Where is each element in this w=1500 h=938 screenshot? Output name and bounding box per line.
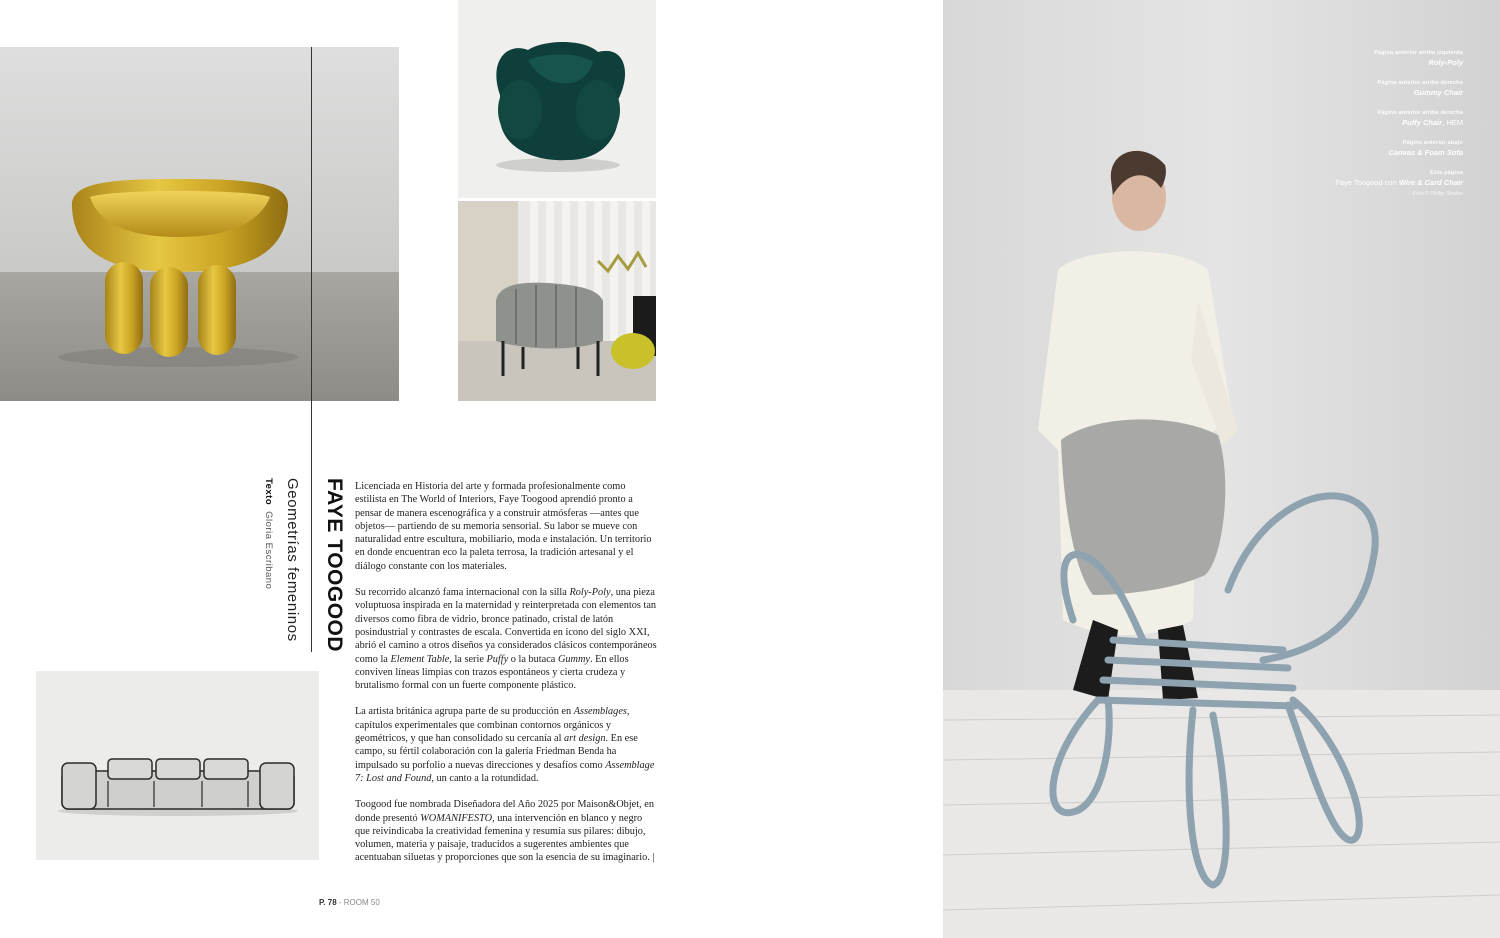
italic-run: Roly-Poly [569, 587, 611, 599]
italic-run: Assemblage 7: Lost and Found [355, 759, 655, 784]
italic-run: Element Table [390, 653, 450, 665]
caption-title [1243, 58, 1463, 67]
right-page [943, 0, 1500, 938]
text-run: . En ese campo, su fértil colaboración con la galería Friedman Benda ha impulsado su porfolio a nuevas direcciones y desafíos como [355, 733, 638, 771]
text-credit [263, 478, 274, 589]
article-author-title: FAYE TOOGOOD [323, 478, 346, 653]
caption-position: Esta página [1429, 170, 1463, 176]
caption-title [1243, 118, 1463, 127]
caption-title-italic: Puffy Chair [1402, 118, 1443, 127]
credit-name: Gloria Escribano [263, 511, 274, 590]
caption-title-prefix: Faye Toogood con [1335, 178, 1399, 187]
italic-run: Puffy [486, 653, 509, 665]
canvas-foam-sofa-photo [36, 671, 319, 860]
page-folio [319, 898, 380, 907]
photo-credit: Foto © Philip Sinden [1412, 191, 1463, 197]
puffy-chair-photo [458, 201, 656, 401]
caption [1243, 80, 1463, 97]
body-paragraph [355, 586, 658, 692]
folio-separator: - [336, 898, 344, 907]
italic-run: art design [564, 733, 606, 745]
gummy-chair-photo [458, 0, 656, 198]
caption-position: Página anterior abajo [1402, 140, 1463, 146]
text-run: Licenciada en Historia del arte y formada profesionalmente como estilista en The World of Interiors, Faye Toogood aprendió pronto a pensar de manera escenográfica y a construir atmósferas —antes que objetos— partiendo de su memoria sensorial. Su labor se mueve con naturalidad entre escultura, mobiliario, moda e instalación. Un territorio en donde encuentran eco la paleta terrosa, la tradición artesanal y el diálogo constante con los materiales. [355, 481, 652, 572]
caption-title [1243, 178, 1463, 187]
article-body [355, 480, 658, 878]
caption-position: Página anterior arriba izquierda [1374, 50, 1463, 56]
caption-title [1243, 148, 1463, 157]
divider-line [311, 47, 312, 652]
page-number: P. 78 [319, 898, 337, 907]
caption-title-italic: Roly-Poly [1428, 58, 1463, 67]
caption-title-suffix: , HEM [1442, 118, 1463, 127]
italic-run: Assemblages [573, 706, 627, 718]
body-paragraph [355, 798, 658, 864]
caption-title [1243, 88, 1463, 97]
text-run: , un canto a la rotundidad. [431, 772, 539, 784]
article-subtitle: Geometrías femeninos [284, 478, 301, 642]
text-run: o la butaca [508, 653, 558, 665]
caption [1243, 110, 1463, 127]
body-paragraph [355, 705, 658, 785]
body-paragraph [355, 480, 658, 573]
credit-label: Texto [263, 478, 274, 506]
caption-title-italic: Gummy Chair [1413, 88, 1463, 97]
caption-position: Página anterior arriba derecha [1377, 110, 1463, 116]
text-run: La artista británica agrupa parte de su producción en [355, 706, 574, 718]
caption [1243, 170, 1463, 197]
text-run: , una intervención en blanco y negro que reivindicaba la creatividad femenina y resumía sus pilares: dibujo, volumen, materia y paisaje, traducidos a sugerentes ambientes que acentuaban siluetas y proporciones que son la esencia de su imaginario. | [355, 812, 655, 864]
caption-position: Página anterior arriba derecha [1377, 80, 1463, 86]
caption-title-italic: Canvas & Foam Sofa [1388, 148, 1463, 157]
text-run: Su recorrido alcanzó fama internacional con la silla [355, 587, 570, 599]
italic-run: WOMANIFESTO [420, 812, 493, 824]
magazine-name: ROOM 50 [343, 898, 380, 907]
text-run: , capítulos experimentales que combinan contornos orgánicos y geométricos, y que han consolidado su cercanía al [355, 706, 630, 745]
caption-title-italic: Wire & Card Chair [1398, 178, 1463, 187]
text-run: , una pieza voluptuosa inspirada en la maternidad y reinterpretada con elementos tan diversos como fibra de vidrio, bronce patinado, cristal de latón posindustrial y contrastes de escala. Convertida en icono del siglo XXI, abrió el camino a otros diseños ya considerados clásicos contemporáneos como la [355, 587, 657, 665]
roly-poly-chair-photo [0, 47, 399, 401]
photo-captions [1243, 50, 1463, 210]
text-run: . En ellos conviven líneas limpias con trazos espontáneos y cierta crudeza y brutalismo formal con un fuerte componente plástico. [355, 653, 629, 692]
text-run: , la serie [449, 653, 487, 665]
italic-run: Gummy [557, 653, 590, 665]
text-run: Toogood fue nombrada Diseñadora del Año 2025 por Maison&Objet, en donde presentó [355, 799, 654, 824]
caption [1243, 140, 1463, 157]
caption [1243, 50, 1463, 67]
